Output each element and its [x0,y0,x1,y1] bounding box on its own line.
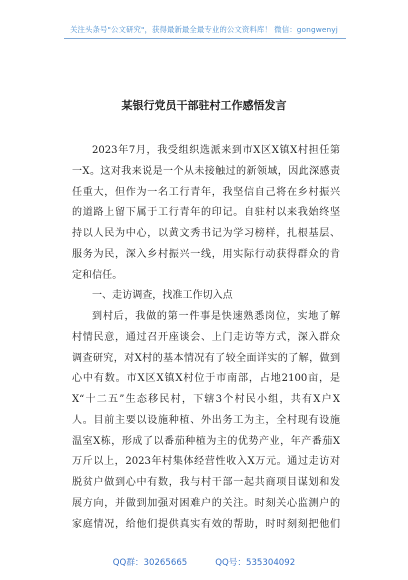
qq-number: QQ号：535304092 [215,558,296,568]
body-line: 一、走访调查，找准工作切入点 [92,290,233,302]
body-line: 任重大，但作为一名工行青年，我坚信自己将在乡村振兴 [72,186,340,198]
body-line: 家庭情况，给他们提供真实有效的帮助，时时刻刻把他们 [72,518,340,530]
body-line: 展方向，并做到加强对困难户的关注。时刻关心监测户的 [72,497,340,509]
document-title: 某银行党员干部驻村工作感悟发言 [121,99,287,112]
body-line: 2023年7月，我受组织选派来到市X区X镇X村担任第 [92,145,340,156]
body-line: 温室X栋，形成了以番茄种植为主的优势产业，年产番茄X [72,435,340,447]
body-line: 脱贫户做到心中有数，我与村干部一起共商项目谋划和发 [72,477,340,488]
document-body [72,141,340,535]
body-line: 人。目前主要以设施种植、外出务工为主，全村现有设施 [72,414,340,426]
body-line: 调查研究，对X村的基本情况有了较全面详实的了解，做到 [72,352,340,364]
body-line: 定和信任。 [72,269,123,281]
body-line: 持以人民为中心，以黄文秀书记为学习榜样，扎根基层、 [72,228,340,239]
body-line: 村情民意，通过召开座谈会、上门走访等方式，深入群众 [72,331,340,343]
body-line: 的道路上留下属于工行青年的印记。自驻村以来我始终坚 [72,207,340,219]
header-banner: 关注头条号"公文研究"，获得最新最全最专业的公文资料库！ 微信：gongwenyj [70,25,338,34]
header-divider [64,38,346,39]
body-line: 一X。这对我来说是一个从未接触过的新领域，因此深感责 [72,165,340,177]
qq-group-number: QQ群：30265665 [112,558,188,568]
body-line: 心中有数。市X区X镇X村位于市南部，占地2100亩，是 [72,373,340,385]
body-line: X“十二五”生态移民村，下辖3个村民小组，共有X户X [72,394,340,405]
body-line: 服务为民，深入乡村振兴一线，用实际行动获得群众的肯 [72,248,340,260]
footer-contact [0,556,408,568]
body-line: 到村后，我做的第一件事是快速熟悉岗位，实地了解 [92,311,340,322]
body-line: 万斤以上，2023年村集体经营性收入X万元。通过走访对 [72,456,340,468]
